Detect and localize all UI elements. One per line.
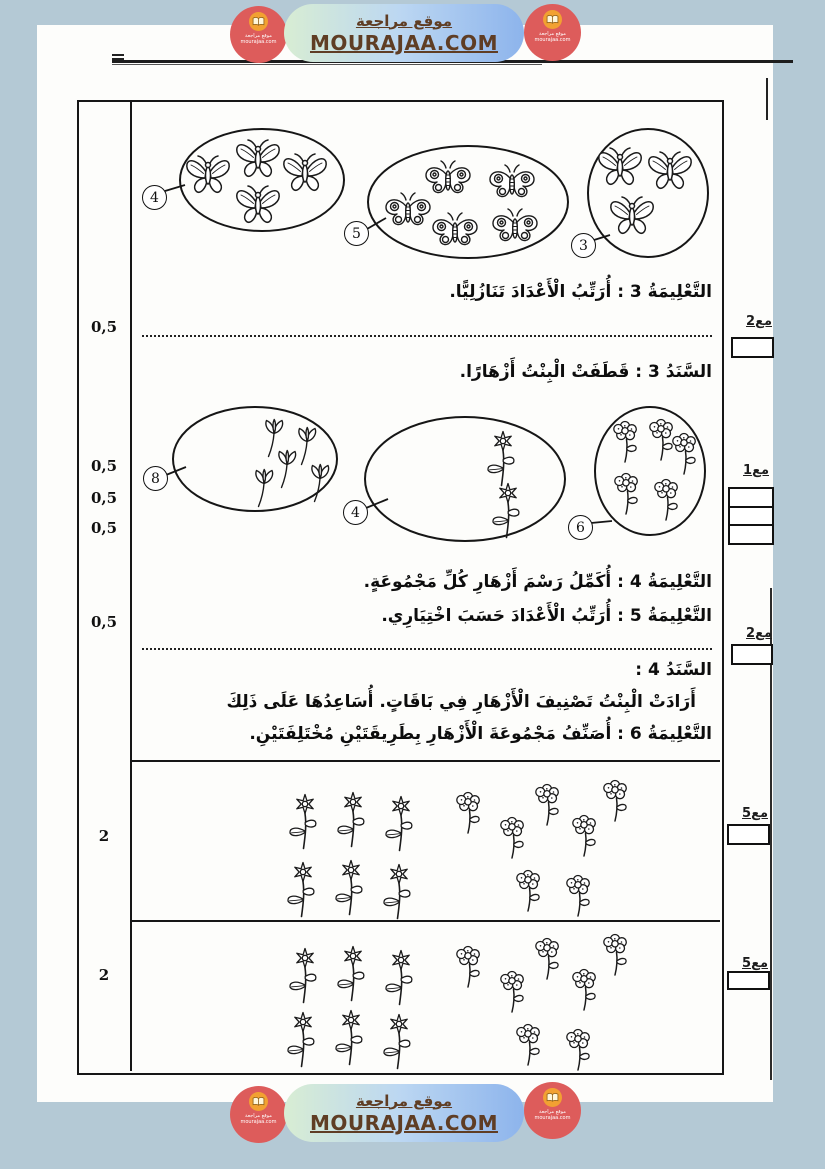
group-count-badge: 6 xyxy=(568,515,593,540)
rose-drawing xyxy=(673,434,696,475)
header-logo-right xyxy=(524,4,581,61)
badge-connector xyxy=(366,499,388,508)
moth-drawing xyxy=(493,209,537,241)
page-edge-line-top xyxy=(766,78,768,120)
rose-drawing xyxy=(604,781,627,822)
star-flower-drawing xyxy=(386,797,412,851)
flower-group-4 xyxy=(340,408,580,554)
support-4-title: السَّنَدُ 4 : xyxy=(635,660,712,680)
star-flower-drawing xyxy=(338,793,364,847)
support-4-text: أَرَادَتْ الْبِنْتُ تَصْنِيفَ الْأَزْهَارِ فِي بَاقَاتٍ. أُسَاعِدُهَا عَلَى ذَلِكَ xyxy=(226,692,696,712)
group-oval xyxy=(365,417,565,541)
answer-dotted-line[interactable] xyxy=(142,335,712,337)
star-flower-drawing xyxy=(336,1011,362,1065)
score-value: 2 xyxy=(98,827,110,845)
criterion-label: مع1 xyxy=(743,463,769,478)
group-count-badge: 4 xyxy=(142,185,167,210)
rose-drawing xyxy=(650,420,673,461)
logo-text-ar: موقع مراجعة xyxy=(539,31,566,37)
logo-text-en: mourajaa.com xyxy=(534,37,571,43)
group-oval xyxy=(588,129,708,257)
criterion-score-box[interactable] xyxy=(727,971,770,990)
footer-banner xyxy=(284,1084,524,1142)
tulip-drawing xyxy=(256,470,273,507)
support-3-text: السَّنَدُ 3 : قَطَفَتْ الْبِنْتُ أَزْهَارًا. xyxy=(459,362,712,382)
site-url-link[interactable]: MOURAJAA.COM xyxy=(310,30,498,55)
star-flower-drawing xyxy=(386,951,412,1005)
score-value: 0,5 xyxy=(90,318,118,336)
logo-text-en: mourajaa.com xyxy=(534,1115,571,1121)
star-flower-drawing xyxy=(288,863,314,917)
butterfly-drawing xyxy=(187,156,229,192)
rose-drawing xyxy=(655,480,678,521)
footer-logo-right xyxy=(524,1082,581,1139)
score-value: 0,5 xyxy=(90,489,118,507)
group-count-badge: 5 xyxy=(344,221,369,246)
criterion-label: مع5 xyxy=(742,806,768,821)
butterfly-drawing xyxy=(284,154,326,190)
logo-text-ar: موقع مراجعة xyxy=(245,33,272,39)
butterfly-drawing xyxy=(611,197,653,233)
rose-drawing xyxy=(567,876,590,917)
tulip-drawing xyxy=(266,420,283,457)
score-value: 0,5 xyxy=(90,613,118,631)
tulip-drawing xyxy=(299,428,316,465)
criterion-score-box[interactable] xyxy=(731,337,774,358)
scan-artifact-line-thin xyxy=(112,64,542,65)
book-icon xyxy=(543,10,562,29)
rose-drawing xyxy=(501,972,524,1013)
footer-logo-left xyxy=(230,1086,287,1143)
group-oval xyxy=(173,407,337,511)
header-banner xyxy=(284,4,524,62)
rose-drawing xyxy=(501,818,524,859)
butterfly-drawing xyxy=(649,152,691,188)
book-icon xyxy=(249,12,268,31)
answer-dotted-line[interactable] xyxy=(142,648,712,650)
butterfly-drawing xyxy=(599,148,641,184)
criterion-label: مع5 xyxy=(742,956,768,971)
book-icon xyxy=(249,1092,268,1111)
badge-connector xyxy=(367,218,386,229)
group-count-badge: 3 xyxy=(571,233,596,258)
rose-drawing xyxy=(457,793,480,834)
butterfly-group-5 xyxy=(344,140,570,264)
rose-drawing xyxy=(536,785,559,826)
moth-drawing xyxy=(426,161,470,193)
criterion-score-box[interactable] xyxy=(727,824,770,845)
rose-drawing xyxy=(614,422,637,463)
star-flower-drawing xyxy=(338,947,364,1001)
star-flower-drawing xyxy=(290,795,316,849)
instruction-5-text: التَّعْلِيمَةُ 5 : أُرَتِّبُ الْأَعْدَادَ حَسَبَ اخْتِيَارِي. xyxy=(381,606,712,626)
group-count-badge: 4 xyxy=(343,500,368,525)
star-flower-drawing xyxy=(384,1015,410,1069)
site-title-arabic: موقع مراجعة xyxy=(355,11,453,30)
flower-group-8 xyxy=(142,404,342,516)
header-logo-left xyxy=(230,6,287,63)
score-value: 0,5 xyxy=(90,519,118,537)
rose-drawing xyxy=(604,935,627,976)
moth-drawing xyxy=(433,213,477,245)
rose-drawing xyxy=(567,1030,590,1071)
site-title-arabic: موقع مراجعة xyxy=(355,1091,453,1110)
butterfly-drawing xyxy=(237,186,279,222)
sorting-box-2[interactable] xyxy=(130,921,720,1071)
butterfly-drawing xyxy=(237,140,279,176)
logo-text-ar: موقع مراجعة xyxy=(539,1109,566,1115)
site-url-link[interactable]: MOURAJAA.COM xyxy=(310,1110,498,1135)
score-value: 0,5 xyxy=(90,457,118,475)
scan-artifact-mark xyxy=(112,54,124,56)
book-icon xyxy=(543,1088,562,1107)
group-count-badge: 8 xyxy=(143,466,168,491)
star-flower-drawing xyxy=(288,1013,314,1067)
star-flower-drawing xyxy=(336,861,362,915)
star-flower-drawing xyxy=(488,432,514,486)
rose-drawing xyxy=(615,474,638,515)
logo-text-ar: موقع مراجعة xyxy=(245,1113,272,1119)
criterion-score-box[interactable] xyxy=(728,524,774,545)
criterion-score-box[interactable] xyxy=(731,644,773,665)
sorting-box-1[interactable] xyxy=(130,762,720,920)
criterion-label: مع2 xyxy=(746,314,772,329)
rose-drawing xyxy=(517,871,540,912)
tulip-drawing xyxy=(279,451,296,488)
logo-text-en: mourajaa.com xyxy=(240,1119,277,1125)
rose-drawing xyxy=(517,1025,540,1066)
moth-drawing xyxy=(386,193,430,225)
rose-drawing xyxy=(457,947,480,988)
star-flower-drawing xyxy=(384,865,410,919)
instruction-3-text: التَّعْلِيمَةُ 3 : أُرَتِّبُ الْأَعْدَادَ تَنَازُلِيًّا. xyxy=(449,282,712,302)
badge-connector xyxy=(591,521,612,523)
logo-text-en: mourajaa.com xyxy=(240,39,277,45)
star-flower-drawing xyxy=(290,949,316,1003)
instruction-6-text: التَّعْلِيمَةُ 6 : أُصَنِّفُ مَجْمُوعَةَ الْأَزْهَارِ بِطَرِيقَتَيْنِ مُخْتَلِفَتَيْنِ. xyxy=(249,724,712,744)
moth-drawing xyxy=(490,165,534,197)
rose-drawing xyxy=(573,970,596,1011)
rose-drawing xyxy=(573,816,596,857)
instruction-4-text: التَّعْلِيمَةُ 4 : أُكَمِّلُ رَسْمَ أَزْهَارِ كُلِّ مَجْمُوعَةٍ. xyxy=(363,572,712,592)
rose-drawing xyxy=(536,939,559,980)
criterion-label: مع2 xyxy=(746,626,772,641)
score-value: 2 xyxy=(98,966,110,984)
butterfly-group-4 xyxy=(140,124,352,238)
star-flower-drawing xyxy=(493,484,519,538)
